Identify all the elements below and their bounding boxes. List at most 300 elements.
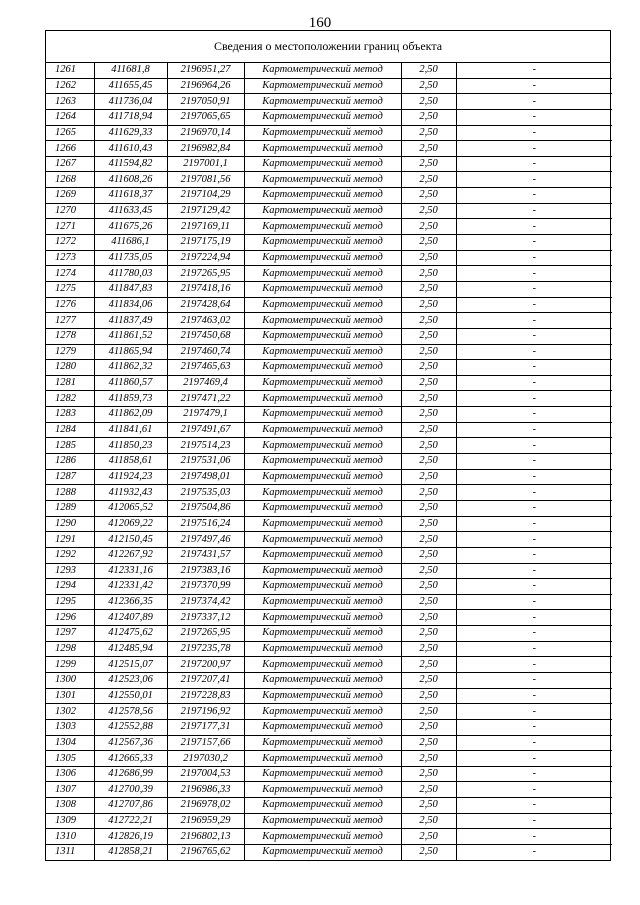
point-number-cell: 1277 <box>46 313 94 329</box>
accuracy-cell: 2,50 <box>401 219 456 235</box>
point-number-cell: 1310 <box>46 829 94 845</box>
note-cell: - <box>456 438 612 454</box>
table-row <box>46 203 612 219</box>
point-number-cell: 1285 <box>46 438 94 454</box>
table-row <box>46 250 612 266</box>
accuracy-cell: 2,50 <box>401 313 456 329</box>
accuracy-cell: 2,50 <box>401 500 456 516</box>
table-row <box>46 594 612 610</box>
x-coordinate-cell: 411834,06 <box>94 297 167 313</box>
y-coordinate-cell: 2197196,92 <box>167 704 244 720</box>
method-cell: Картометрический метод <box>244 657 401 673</box>
method-cell: Картометрический метод <box>244 188 401 204</box>
table-row <box>46 391 612 407</box>
note-cell: - <box>456 125 612 141</box>
method-cell: Картометрический метод <box>244 438 401 454</box>
table-row <box>46 344 612 360</box>
accuracy-cell: 2,50 <box>401 328 456 344</box>
x-coordinate-cell: 411861,52 <box>94 328 167 344</box>
point-number-cell: 1266 <box>46 141 94 157</box>
point-number-cell: 1301 <box>46 688 94 704</box>
accuracy-cell: 2,50 <box>401 94 456 110</box>
accuracy-cell: 2,50 <box>401 469 456 485</box>
point-number-cell: 1291 <box>46 532 94 548</box>
y-coordinate-cell: 2197207,41 <box>167 672 244 688</box>
x-coordinate-cell: 411837,49 <box>94 313 167 329</box>
x-coordinate-cell: 411859,73 <box>94 391 167 407</box>
y-coordinate-cell: 2197337,12 <box>167 610 244 626</box>
x-coordinate-cell: 411858,61 <box>94 454 167 470</box>
method-cell: Картометрический метод <box>244 626 401 642</box>
point-number-cell: 1288 <box>46 485 94 501</box>
method-cell: Картометрический метод <box>244 610 401 626</box>
accuracy-cell: 2,50 <box>401 125 456 141</box>
point-number-cell: 1273 <box>46 250 94 266</box>
coordinates-table-body <box>46 63 612 860</box>
note-cell: - <box>456 516 612 532</box>
y-coordinate-cell: 2197265,95 <box>167 266 244 282</box>
x-coordinate-cell: 411932,43 <box>94 485 167 501</box>
table-row <box>46 313 612 329</box>
x-coordinate-cell: 411736,04 <box>94 94 167 110</box>
note-cell: - <box>456 281 612 297</box>
x-coordinate-cell: 411675,26 <box>94 219 167 235</box>
point-number-cell: 1271 <box>46 219 94 235</box>
accuracy-cell: 2,50 <box>401 516 456 532</box>
point-number-cell: 1308 <box>46 798 94 814</box>
note-cell: - <box>456 94 612 110</box>
method-cell: Картометрический метод <box>244 391 401 407</box>
note-cell: - <box>456 766 612 782</box>
accuracy-cell: 2,50 <box>401 78 456 94</box>
y-coordinate-cell: 2197428,64 <box>167 297 244 313</box>
accuracy-cell: 2,50 <box>401 407 456 423</box>
x-coordinate-cell: 412267,92 <box>94 547 167 563</box>
note-cell: - <box>456 172 612 188</box>
table-row <box>46 719 612 735</box>
x-coordinate-cell: 412858,21 <box>94 845 167 860</box>
x-coordinate-cell: 411594,82 <box>94 156 167 172</box>
table-row <box>46 454 612 470</box>
x-coordinate-cell: 411608,26 <box>94 172 167 188</box>
table-row <box>46 172 612 188</box>
y-coordinate-cell: 2197514,23 <box>167 438 244 454</box>
note-cell: - <box>456 610 612 626</box>
table-row <box>46 141 612 157</box>
method-cell: Картометрический метод <box>244 766 401 782</box>
x-coordinate-cell: 412515,07 <box>94 657 167 673</box>
y-coordinate-cell: 2197469,4 <box>167 375 244 391</box>
y-coordinate-cell: 2196964,26 <box>167 78 244 94</box>
note-cell: - <box>456 63 612 78</box>
point-number-cell: 1274 <box>46 266 94 282</box>
table-row <box>46 704 612 720</box>
accuracy-cell: 2,50 <box>401 735 456 751</box>
accuracy-cell: 2,50 <box>401 563 456 579</box>
page-number: 160 <box>308 15 332 31</box>
note-cell: - <box>456 78 612 94</box>
note-cell: - <box>456 141 612 157</box>
accuracy-cell: 2,50 <box>401 141 456 157</box>
point-number-cell: 1287 <box>46 469 94 485</box>
y-coordinate-cell: 2196986,33 <box>167 782 244 798</box>
y-coordinate-cell: 2197175,19 <box>167 235 244 251</box>
x-coordinate-cell: 411850,23 <box>94 438 167 454</box>
accuracy-cell: 2,50 <box>401 438 456 454</box>
point-number-cell: 1300 <box>46 672 94 688</box>
table-row <box>46 547 612 563</box>
method-cell: Картометрический метод <box>244 500 401 516</box>
method-cell: Картометрический метод <box>244 469 401 485</box>
accuracy-cell: 2,50 <box>401 391 456 407</box>
note-cell: - <box>456 375 612 391</box>
y-coordinate-cell: 2197471,22 <box>167 391 244 407</box>
accuracy-cell: 2,50 <box>401 156 456 172</box>
accuracy-cell: 2,50 <box>401 610 456 626</box>
accuracy-cell: 2,50 <box>401 798 456 814</box>
y-coordinate-cell: 2197050,91 <box>167 94 244 110</box>
y-coordinate-cell: 2196951,27 <box>167 63 244 78</box>
accuracy-cell: 2,50 <box>401 672 456 688</box>
method-cell: Картометрический метод <box>244 563 401 579</box>
method-cell: Картометрический метод <box>244 704 401 720</box>
method-cell: Картометрический метод <box>244 672 401 688</box>
accuracy-cell: 2,50 <box>401 641 456 657</box>
table-row <box>46 735 612 751</box>
note-cell: - <box>456 735 612 751</box>
accuracy-cell: 2,50 <box>401 344 456 360</box>
y-coordinate-cell: 2197383,16 <box>167 563 244 579</box>
method-cell: Картометрический метод <box>244 719 401 735</box>
point-number-cell: 1307 <box>46 782 94 798</box>
x-coordinate-cell: 412550,01 <box>94 688 167 704</box>
point-number-cell: 1297 <box>46 626 94 642</box>
x-coordinate-cell: 411860,57 <box>94 375 167 391</box>
y-coordinate-cell: 2197228,83 <box>167 688 244 704</box>
point-number-cell: 1296 <box>46 610 94 626</box>
point-number-cell: 1298 <box>46 641 94 657</box>
note-cell: - <box>456 407 612 423</box>
note-cell: - <box>456 704 612 720</box>
note-cell: - <box>456 109 612 125</box>
x-coordinate-cell: 412552,88 <box>94 719 167 735</box>
method-cell: Картометрический метод <box>244 109 401 125</box>
table-row <box>46 125 612 141</box>
x-coordinate-cell: 412331,42 <box>94 579 167 595</box>
note-cell: - <box>456 500 612 516</box>
y-coordinate-cell: 2197516,24 <box>167 516 244 532</box>
method-cell: Картометрический метод <box>244 235 401 251</box>
method-cell: Картометрический метод <box>244 532 401 548</box>
method-cell: Картометрический метод <box>244 313 401 329</box>
method-cell: Картометрический метод <box>244 78 401 94</box>
y-coordinate-cell: 2196982,84 <box>167 141 244 157</box>
note-cell: - <box>456 485 612 501</box>
table-row <box>46 422 612 438</box>
y-coordinate-cell: 2197531,06 <box>167 454 244 470</box>
method-cell: Картометрический метод <box>244 782 401 798</box>
y-coordinate-cell: 2197004,53 <box>167 766 244 782</box>
point-number-cell: 1272 <box>46 235 94 251</box>
accuracy-cell: 2,50 <box>401 657 456 673</box>
y-coordinate-cell: 2197374,42 <box>167 594 244 610</box>
point-number-cell: 1262 <box>46 78 94 94</box>
table-row <box>46 782 612 798</box>
x-coordinate-cell: 411865,94 <box>94 344 167 360</box>
x-coordinate-cell: 412331,16 <box>94 563 167 579</box>
y-coordinate-cell: 2197370,99 <box>167 579 244 595</box>
note-cell: - <box>456 751 612 767</box>
point-number-cell: 1293 <box>46 563 94 579</box>
table-row <box>46 219 612 235</box>
x-coordinate-cell: 412069,22 <box>94 516 167 532</box>
accuracy-cell: 2,50 <box>401 297 456 313</box>
method-cell: Картометрический метод <box>244 594 401 610</box>
x-coordinate-cell: 412578,56 <box>94 704 167 720</box>
method-cell: Картометрический метод <box>244 735 401 751</box>
y-coordinate-cell: 2197479,1 <box>167 407 244 423</box>
point-number-cell: 1309 <box>46 813 94 829</box>
note-cell: - <box>456 594 612 610</box>
y-coordinate-cell: 2197431,57 <box>167 547 244 563</box>
x-coordinate-cell: 411862,32 <box>94 360 167 376</box>
table-row <box>46 579 612 595</box>
x-coordinate-cell: 411780,03 <box>94 266 167 282</box>
table-row <box>46 532 612 548</box>
y-coordinate-cell: 2197081,56 <box>167 172 244 188</box>
table-row <box>46 672 612 688</box>
point-number-cell: 1264 <box>46 109 94 125</box>
method-cell: Картометрический метод <box>244 219 401 235</box>
point-number-cell: 1279 <box>46 344 94 360</box>
point-number-cell: 1268 <box>46 172 94 188</box>
method-cell: Картометрический метод <box>244 516 401 532</box>
method-cell: Картометрический метод <box>244 172 401 188</box>
y-coordinate-cell: 2196765,62 <box>167 845 244 860</box>
y-coordinate-cell: 2197169,11 <box>167 219 244 235</box>
note-cell: - <box>456 547 612 563</box>
x-coordinate-cell: 411655,45 <box>94 78 167 94</box>
x-coordinate-cell: 411841,61 <box>94 422 167 438</box>
point-number-cell: 1286 <box>46 454 94 470</box>
method-cell: Картометрический метод <box>244 547 401 563</box>
point-number-cell: 1261 <box>46 63 94 78</box>
note-cell: - <box>456 532 612 548</box>
y-coordinate-cell: 2197450,68 <box>167 328 244 344</box>
note-cell: - <box>456 156 612 172</box>
accuracy-cell: 2,50 <box>401 266 456 282</box>
y-coordinate-cell: 2197235,78 <box>167 641 244 657</box>
note-cell: - <box>456 391 612 407</box>
accuracy-cell: 2,50 <box>401 172 456 188</box>
point-number-cell: 1270 <box>46 203 94 219</box>
x-coordinate-cell: 412407,89 <box>94 610 167 626</box>
note-cell: - <box>456 328 612 344</box>
method-cell: Картометрический метод <box>244 485 401 501</box>
y-coordinate-cell: 2197504,86 <box>167 500 244 516</box>
accuracy-cell: 2,50 <box>401 188 456 204</box>
note-cell: - <box>456 360 612 376</box>
point-number-cell: 1278 <box>46 328 94 344</box>
point-number-cell: 1283 <box>46 407 94 423</box>
method-cell: Картометрический метод <box>244 250 401 266</box>
point-number-cell: 1306 <box>46 766 94 782</box>
x-coordinate-cell: 412523,06 <box>94 672 167 688</box>
y-coordinate-cell: 2196802,13 <box>167 829 244 845</box>
note-cell: - <box>456 813 612 829</box>
table-row <box>46 657 612 673</box>
note-cell: - <box>456 469 612 485</box>
y-coordinate-cell: 2197104,29 <box>167 188 244 204</box>
table-row <box>46 485 612 501</box>
note-cell: - <box>456 235 612 251</box>
table-row <box>46 688 612 704</box>
boundary-table-frame <box>45 30 611 861</box>
method-cell: Картометрический метод <box>244 266 401 282</box>
accuracy-cell: 2,50 <box>401 813 456 829</box>
y-coordinate-cell: 2197463,02 <box>167 313 244 329</box>
method-cell: Картометрический метод <box>244 328 401 344</box>
note-cell: - <box>456 203 612 219</box>
note-cell: - <box>456 688 612 704</box>
table-row <box>46 63 612 78</box>
point-number-cell: 1292 <box>46 547 94 563</box>
x-coordinate-cell: 411681,8 <box>94 63 167 78</box>
note-cell: - <box>532 846 536 858</box>
table-row <box>46 610 612 626</box>
accuracy-cell: 2,50 <box>401 235 456 251</box>
note-cell: - <box>456 266 612 282</box>
accuracy-cell: 2,50 <box>401 250 456 266</box>
method-cell: Картометрический метод <box>244 813 401 829</box>
y-coordinate-cell: 2197535,03 <box>167 485 244 501</box>
table-row <box>46 375 612 391</box>
y-coordinate-cell: 2197498,01 <box>167 469 244 485</box>
table-row <box>46 563 612 579</box>
table-row <box>46 156 612 172</box>
note-cell: - <box>456 657 612 673</box>
note-cell: - <box>456 798 612 814</box>
point-number-cell: 1311 <box>46 845 94 860</box>
method-cell: Картометрический метод <box>244 203 401 219</box>
table-row <box>46 751 612 767</box>
x-coordinate-cell: 411718,94 <box>94 109 167 125</box>
note-cell: - <box>456 563 612 579</box>
point-number-cell: 1263 <box>46 94 94 110</box>
y-coordinate-cell: 2197465,63 <box>167 360 244 376</box>
y-coordinate-cell: 2197157,66 <box>167 735 244 751</box>
y-coordinate-cell: 2197200,97 <box>167 657 244 673</box>
method-cell: Картометрический метод <box>244 281 401 297</box>
note-cell: - <box>456 422 612 438</box>
table-row <box>46 407 612 423</box>
table-row <box>46 94 612 110</box>
table-row <box>46 281 612 297</box>
table-row <box>46 626 612 642</box>
accuracy-cell: 2,50 <box>401 829 456 845</box>
note-cell: - <box>456 719 612 735</box>
point-number-cell: 1290 <box>46 516 94 532</box>
x-coordinate-cell: 411735,05 <box>94 250 167 266</box>
y-coordinate-cell: 2196970,14 <box>167 125 244 141</box>
y-coordinate-cell: 2197030,2 <box>167 751 244 767</box>
accuracy-cell: 2,50 <box>401 688 456 704</box>
note-cell: - <box>456 641 612 657</box>
point-number-cell: 1282 <box>46 391 94 407</box>
table-row <box>46 798 612 814</box>
table-row <box>46 766 612 782</box>
accuracy-cell: 2,50 <box>401 375 456 391</box>
method-cell: Картометрический метод <box>244 829 401 845</box>
point-number-cell: 1275 <box>46 281 94 297</box>
table-row <box>46 78 612 94</box>
x-coordinate-cell: 412826,19 <box>94 829 167 845</box>
accuracy-cell: 2,50 <box>401 782 456 798</box>
point-number-cell: 1267 <box>46 156 94 172</box>
method-cell: Картометрический метод <box>244 141 401 157</box>
table-row <box>46 516 612 532</box>
table-row <box>46 438 612 454</box>
y-coordinate-cell: 2197129,42 <box>167 203 244 219</box>
method-cell: Картометрический метод <box>244 63 401 78</box>
accuracy-cell: 2,50 <box>401 719 456 735</box>
note-cell: - <box>456 188 612 204</box>
accuracy-cell: 2,50 <box>401 594 456 610</box>
x-coordinate-cell: 412150,45 <box>94 532 167 548</box>
coordinates-table <box>46 63 612 860</box>
method-cell: Картометрический метод <box>244 579 401 595</box>
method-cell: Картометрический метод <box>244 688 401 704</box>
x-coordinate-cell: 411618,37 <box>94 188 167 204</box>
method-cell: Картометрический метод <box>244 407 401 423</box>
note-cell: - <box>456 782 612 798</box>
x-coordinate-cell: 411686,1 <box>94 235 167 251</box>
note-cell: - <box>456 250 612 266</box>
y-coordinate-cell: 2197497,46 <box>167 532 244 548</box>
accuracy-cell: 2,50 <box>401 422 456 438</box>
x-coordinate-cell: 411610,43 <box>94 141 167 157</box>
accuracy-cell: 2,50 <box>401 109 456 125</box>
accuracy-cell: 2,50 <box>401 579 456 595</box>
accuracy-cell: 2,50 <box>401 845 456 860</box>
table-row <box>46 500 612 516</box>
table-row <box>46 235 612 251</box>
accuracy-cell: 2,50 <box>401 485 456 501</box>
note-cell: - <box>456 579 612 595</box>
method-cell: Картометрический метод <box>244 375 401 391</box>
point-number-cell: 1303 <box>46 719 94 735</box>
note-cell: - <box>456 219 612 235</box>
table-row <box>46 641 612 657</box>
accuracy-cell: 2,50 <box>401 626 456 642</box>
method-cell: Картометрический метод <box>244 422 401 438</box>
accuracy-cell: 2,50 <box>401 203 456 219</box>
table-row <box>46 109 612 125</box>
note-cell: - <box>456 344 612 360</box>
method-cell: Картометрический метод <box>244 156 401 172</box>
accuracy-cell: 2,50 <box>401 360 456 376</box>
method-cell: Картометрический метод <box>244 798 401 814</box>
note-cell: - <box>456 672 612 688</box>
x-coordinate-cell: 412475,62 <box>94 626 167 642</box>
accuracy-cell: 2,50 <box>401 547 456 563</box>
x-coordinate-cell: 412065,52 <box>94 500 167 516</box>
point-number-cell: 1269 <box>46 188 94 204</box>
accuracy-cell: 2,50 <box>401 532 456 548</box>
point-number-cell: 1281 <box>46 375 94 391</box>
y-coordinate-cell: 2196978,02 <box>167 798 244 814</box>
method-cell: Картометрический метод <box>244 845 401 860</box>
